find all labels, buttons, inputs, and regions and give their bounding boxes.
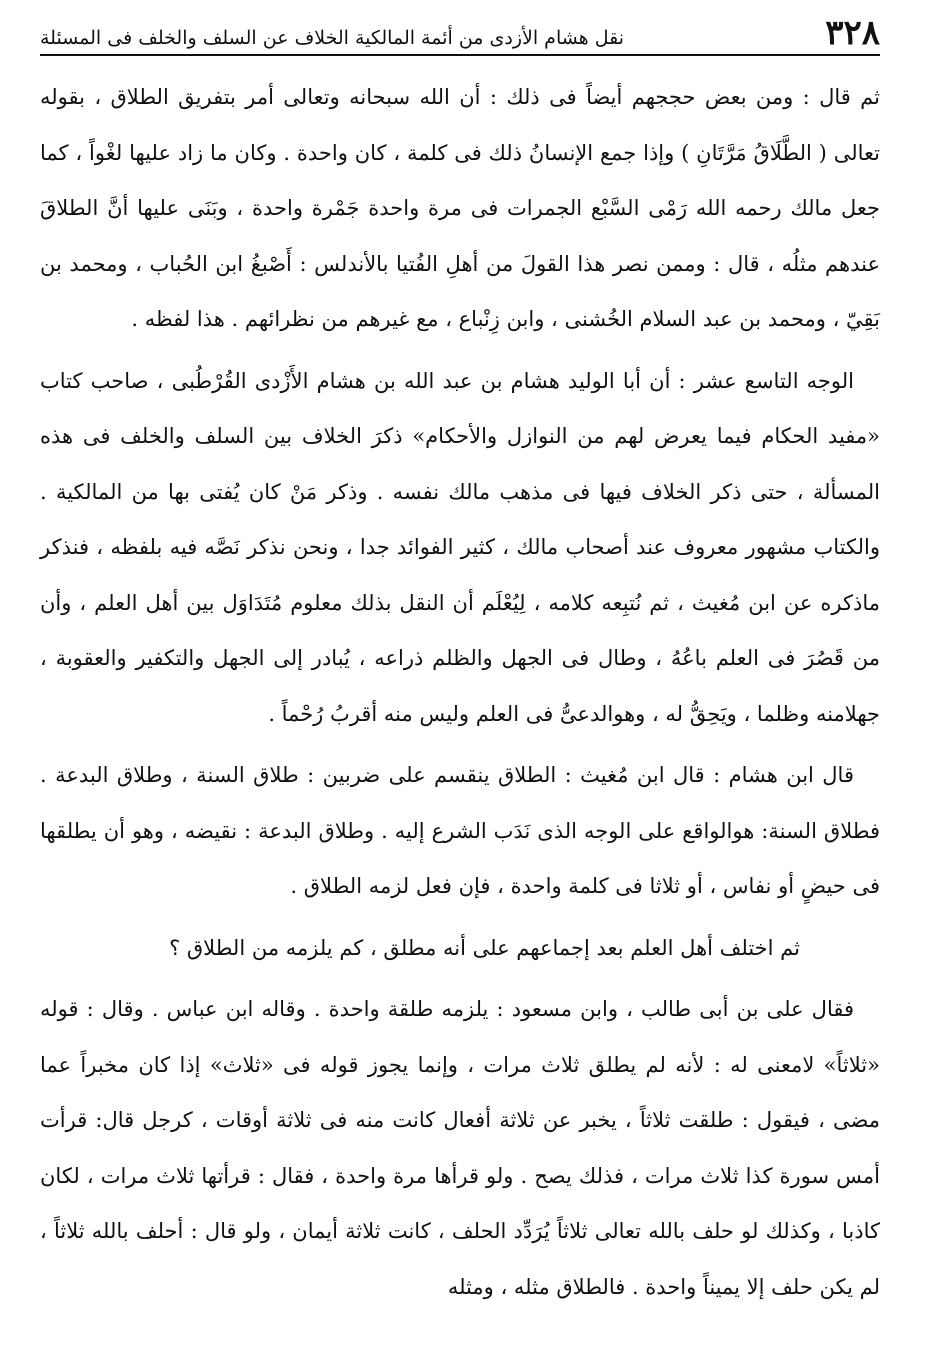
page-body [40,70,880,1372]
paragraph-4: ثم اختلف أهل العلم بعد إجماعهم على أنه مطلق ، كم يلزمه من الطلاق ؟ [169,935,800,960]
page-header [40,6,880,56]
running-title: نقل هشام الأزدى من أئمة المالكية الخلاف عن السلف والخلف فى المسئلة [40,27,625,50]
paragraph-5: فقال على بن أبى طالب ، وابن مسعود : يلزمه طلقة واحدة . وقاله ابن عباس . وقال : قوله «ثلاثاً» لامعنى له : لأنه لم يطلق ثلاث مرات ، وإنما يجوز قوله فى «ثلاث» إذا كان مخبراً عما مضى ، فيقول : طلقت ثلاثاً ، يخبر عن ثلاثة أفعال كانت منه فى ثلاثة أوقات ، كرجل قال: قرأت أمس سورة كذا ثلاث مرات ، فذلك يصح . ولو قرأها مرة واحدة ، فقال : قرأتها ثلاث مرات ، لكان كاذبا ، وكذلك لو حلف بالله تعالى ثلاثاً يُرَدِّد الحلف ، كانت ثلاثة أيمان ، ولو قال : أحلف بالله ثلاثاً ، لم يكن حلف إلا يميناً واحدة . فالطلاق مثله ، ومثله [40,997,880,1299]
paragraph-1: ثم قال : ومن بعض حججهم أيضاً فى ذلك : أن الله سبحانه وتعالى أمر بتفريق الطلاق ، بقوله تعالى ( الطَّلَاقُ مَرَّتَانِ ) وإذا جمع الإنسانُ ذلك فى كلمة ، كان واحدة . وكان ما زاد عليها لغْواً ، كما جعل مالك رحمه الله رَمْى السَّبْع الجمرات فى مرة واحدة جَمْرة واحدة ، وبَنَى عليها أنَّ الطلاقَ عندهم مثلُه ، قال : وممن نصر هذا القولَ من أهلِ الفُتيا بالأندلس : أَصْبغُ ابن الحُباب ، ومحمد بن بَقِيّ ، ومحمد بن عبد السلام الخُشنى ، وابن زِنْباع ، مع غيرهم من نظرائهم . هذا لفظه . [40,85,880,331]
page-number: ٣٢٨ [825,13,880,53]
paragraph-2: الوجه التاسع عشر : أن أبا الوليد هشام بن عبد الله بن هشام الأَزْدى القُرْطُبى ، صاحب كتاب «مفيد الحكام فيما يعرض لهم من النوازل والأحكام» ذكرَ الخلاف بين السلف والخلف فى هذه المسألة ، حتى ذكر الخلاف فيها فى مذهب مالك نفسه . وذكر مَنْ كان يُفتى بها من المالكية . والكتاب مشهور معروف عند أصحاب مالك ، كثير الفوائد جدا ، ونحن نذكر نَصَّه فيه بلفظه ، فنذكر ماذكره عن ابن مُغيث ، ثم نُتبِعه كلامه ، لِيُعْلَم أن النقل بذلك معلوم مُتَدَاوَل بين أهل العلم ، وأن من قَصُرَ فى العلم باعُهُ ، وطال فى الجهل والظلم ذراعه ، يُبادر إلى الجهل والتكفير والعقوبة ، جهلامنه وظلما ، ويَحِقُّ له ، وهوالدعىُّ فى العلم وليس منه أقربُ رُحْماً . [40,368,880,726]
paragraph-3: قال ابن هشام : قال ابن مُغيث : الطلاق ينقسم على ضربين : طلاق السنة ، وطلاق البدعة . فطلاق السنة: هوالواقع على الوجه الذى نَدَب الشرع إليه . وطلاق البدعة : نقيضه ، وهو أن يطلقها فى حيضٍ أو نفاس ، أو ثلاثا فى كلمة واحدة ، فإن فعل لزمه الطلاق . [40,763,880,898]
